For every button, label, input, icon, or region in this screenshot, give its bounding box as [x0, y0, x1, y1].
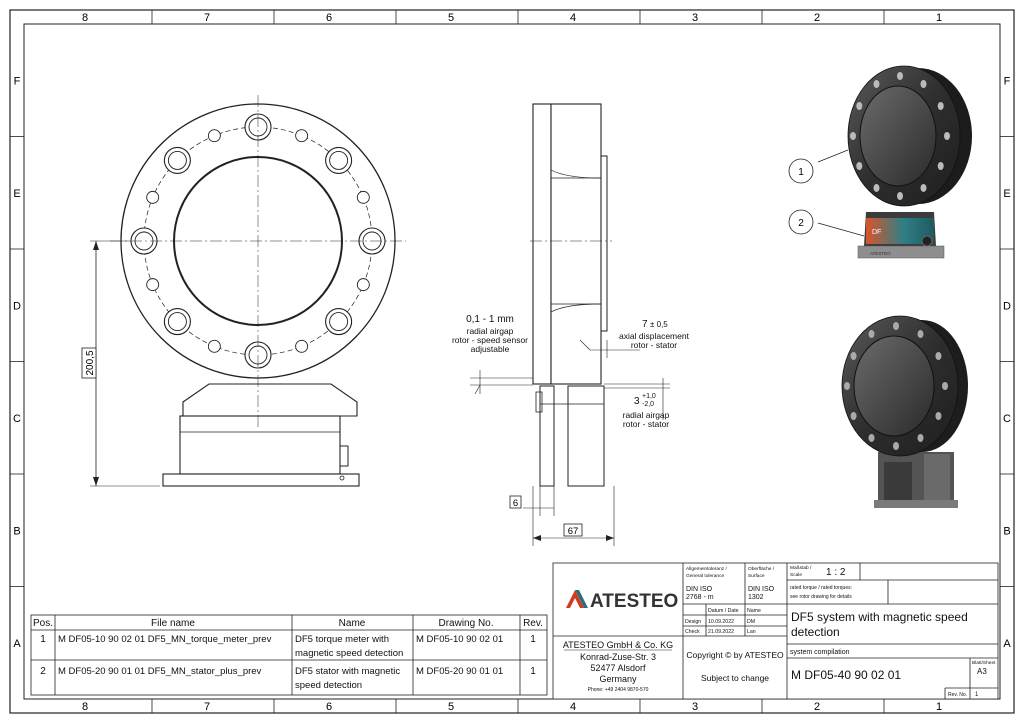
- svg-text:Scale: Scale: [790, 573, 802, 578]
- company-city: 52477 Alsdorf: [590, 663, 646, 673]
- svg-text:± 0,5: ± 0,5: [650, 320, 668, 329]
- product-label: DF: [872, 229, 882, 236]
- assembly-hole: [844, 382, 850, 390]
- small-hole: [357, 191, 369, 203]
- svg-text:rated torque / rated torques:: rated torque / rated torques:: [790, 585, 852, 591]
- rotor-hole: [897, 72, 903, 80]
- svg-text:1302: 1302: [748, 594, 764, 601]
- sheet-size: A3: [977, 667, 987, 676]
- svg-text:DIN ISO: DIN ISO: [686, 586, 713, 593]
- callout-2: [789, 210, 813, 234]
- svg-text:DM: DM: [747, 619, 756, 625]
- svg-text:6: 6: [512, 498, 519, 509]
- rotor-hole: [856, 102, 862, 110]
- drawing-subtitle: system compilation: [790, 649, 850, 656]
- svg-text:Allgemeintoleranz /: Allgemeintoleranz /: [686, 567, 727, 572]
- row-label-left: A: [13, 637, 21, 650]
- row-label-right: D: [1003, 300, 1011, 313]
- render-sensor: [818, 212, 944, 258]
- drawing-title-2: detection: [791, 625, 840, 639]
- small-hole: [147, 191, 159, 203]
- row2-name2: speed detection: [295, 680, 363, 691]
- svg-text:2: 2: [798, 218, 804, 229]
- col-label-bottom: 2: [813, 701, 821, 713]
- company-country: Germany: [599, 674, 637, 684]
- axial-annotation: [619, 319, 690, 350]
- svg-text:rotor - stator: rotor - stator: [622, 419, 670, 429]
- airgap-annotation: [452, 314, 528, 354]
- dim-6: [510, 496, 521, 509]
- assembly-hole: [918, 330, 924, 338]
- header-name: Name: [338, 618, 366, 629]
- assembly-hole: [935, 352, 941, 360]
- assembly-hole: [942, 382, 948, 390]
- row1-name1: DF5 torque meter with: [295, 634, 389, 645]
- row2-pos: 2: [40, 666, 46, 677]
- small-hole: [208, 340, 220, 352]
- row1-pos: 1: [40, 634, 46, 645]
- assembly-hole: [851, 352, 857, 360]
- row-label-left: D: [13, 300, 21, 313]
- svg-text:Blatt/Sheet: Blatt/Sheet: [972, 661, 996, 666]
- col-label-bottom: 4: [569, 701, 577, 713]
- company-name: ATESTEO GmbH & Co. KG: [562, 640, 674, 650]
- col-label-top: 5: [447, 12, 455, 24]
- svg-text:Datum / Date: Datum / Date: [708, 608, 739, 614]
- svg-text:see rotor drawing for details: see rotor drawing for details: [790, 594, 852, 600]
- row2-file: M DF05-20 90 01 01 DF5_MN_stator_plus_prev: [58, 666, 262, 677]
- col-label-bottom: 8: [81, 701, 89, 713]
- assembly-hole: [869, 434, 875, 442]
- svg-text:+1,0: +1,0: [642, 393, 656, 400]
- row1-drawing: M DF05-10 90 02 01: [416, 634, 504, 645]
- svg-text:Design: Design: [685, 619, 702, 625]
- assembly-hole: [893, 442, 899, 450]
- company-street: Konrad-Zuse-Str. 3: [579, 652, 657, 662]
- row-label-left: F: [13, 75, 21, 88]
- sensor-brand: ATESTEO: [870, 251, 891, 256]
- svg-text:1: 1: [798, 167, 804, 178]
- row1-file: M DF05-10 90 02 01 DF5_MN_torque_meter_prev: [58, 634, 272, 645]
- rotor-hole: [897, 192, 903, 200]
- row-label-left: E: [13, 187, 21, 200]
- copyright: Copyright © by ATESTEO: [686, 650, 784, 660]
- svg-text:10.09.2022: 10.09.2022: [708, 619, 734, 625]
- col-label-top: 3: [691, 12, 699, 24]
- svg-text:0,1 - 1 mm: 0,1 - 1 mm: [466, 314, 514, 325]
- col-label-bottom: 1: [935, 701, 943, 713]
- header-drawing: Drawing No.: [438, 618, 494, 629]
- row-label-left: B: [13, 525, 21, 538]
- side-view: [470, 104, 670, 546]
- assembly-hole: [851, 412, 857, 420]
- row-label-right: C: [1003, 412, 1011, 425]
- header-file: File name: [151, 618, 195, 629]
- subject-to-change: Subject to change: [700, 673, 770, 683]
- row2-drawing: M DF05-20 90 01 01: [416, 666, 504, 677]
- col-label-bottom: 3: [691, 701, 699, 713]
- render-rotor: [818, 66, 972, 206]
- rotor-hole: [856, 162, 862, 170]
- row-label-right: E: [1003, 187, 1011, 200]
- height-value: 200,5: [85, 350, 96, 376]
- assembly-hole: [918, 434, 924, 442]
- height-dimension: [82, 348, 96, 378]
- svg-text:rotor - stator: rotor - stator: [630, 340, 678, 350]
- rotor-hole: [874, 80, 880, 88]
- row-label-right: F: [1003, 75, 1011, 88]
- svg-text:Lan: Lan: [747, 629, 756, 635]
- svg-text:Name: Name: [747, 608, 761, 614]
- col-label-bottom: 7: [203, 701, 211, 713]
- svg-text:radial airgap: radial airgap: [622, 410, 670, 420]
- revision-number: 1: [975, 692, 979, 698]
- svg-text:Oberfläche /: Oberfläche /: [748, 567, 775, 572]
- svg-text:rotor - speed sensor: rotor - speed sensor: [451, 335, 529, 345]
- svg-text:-2,0: -2,0: [642, 401, 655, 408]
- svg-text:Check: Check: [685, 629, 700, 635]
- row-label-right: B: [1003, 525, 1011, 538]
- svg-text:Rev. No.: Rev. No.: [948, 692, 968, 698]
- assembly-hole: [893, 322, 899, 330]
- col-label-top: 6: [325, 12, 333, 24]
- header-rev: Rev.: [523, 618, 543, 629]
- drawing-number: M DF05-40 90 02 01: [791, 668, 902, 682]
- scale-value: 1 : 2: [826, 567, 846, 578]
- svg-text:radial airgap: radial airgap: [466, 326, 514, 336]
- row-label-left: C: [13, 412, 21, 425]
- col-label-top: 8: [81, 12, 89, 24]
- row1-name2: magnetic speed detection: [295, 648, 404, 659]
- col-label-top: 7: [203, 12, 211, 24]
- company-phone: Phone: +49 2404 9870-570: [587, 687, 649, 693]
- small-hole: [357, 279, 369, 291]
- row2-name1: DF5 stator with magnetic: [295, 666, 401, 677]
- small-hole: [296, 340, 308, 352]
- rotor-hole: [850, 132, 856, 140]
- front-view: [90, 95, 406, 486]
- assembly-hole: [935, 412, 941, 420]
- logo-text: ATESTEO: [590, 591, 679, 612]
- svg-text:adjustable: adjustable: [470, 344, 510, 354]
- col-label-bottom: 5: [447, 701, 455, 713]
- parts-list-text: [33, 618, 543, 691]
- svg-text:DIN ISO: DIN ISO: [748, 586, 775, 593]
- header-pos: Pos.: [32, 618, 54, 629]
- svg-text:2768 - m: 2768 - m: [686, 594, 714, 601]
- svg-text:7: 7: [642, 319, 648, 330]
- small-hole: [296, 130, 308, 142]
- col-label-top: 1: [935, 12, 943, 24]
- rotor-hole: [921, 80, 927, 88]
- svg-text:67: 67: [567, 526, 579, 537]
- col-label-bottom: 6: [325, 701, 333, 713]
- radial-annotation: [623, 393, 670, 429]
- row1-rev: 1: [530, 634, 536, 645]
- rotor-hole: [874, 184, 880, 192]
- svg-text:Maßstab /: Maßstab /: [790, 566, 812, 571]
- rotor-hole: [938, 162, 944, 170]
- callout-1: [789, 159, 813, 183]
- small-hole: [208, 130, 220, 142]
- row-label-right: A: [1003, 637, 1011, 650]
- assembly-hole: [869, 330, 875, 338]
- svg-text:3: 3: [634, 396, 640, 407]
- dim-67: [564, 524, 582, 537]
- small-hole: [147, 279, 159, 291]
- svg-text:axial displacement: axial displacement: [619, 331, 689, 341]
- svg-text:General tolerance: General tolerance: [686, 574, 725, 579]
- col-label-top: 2: [813, 12, 821, 24]
- render-assembly: [842, 316, 968, 508]
- col-label-top: 4: [569, 12, 577, 24]
- rotor-hole: [921, 184, 927, 192]
- drawing-title-1: DF5 system with magnetic speed: [791, 610, 968, 624]
- svg-text:21.09.2022: 21.09.2022: [708, 629, 734, 635]
- row2-rev: 1: [530, 666, 536, 677]
- svg-text:Surface: Surface: [748, 574, 765, 579]
- rotor-hole: [938, 102, 944, 110]
- rotor-hole: [944, 132, 950, 140]
